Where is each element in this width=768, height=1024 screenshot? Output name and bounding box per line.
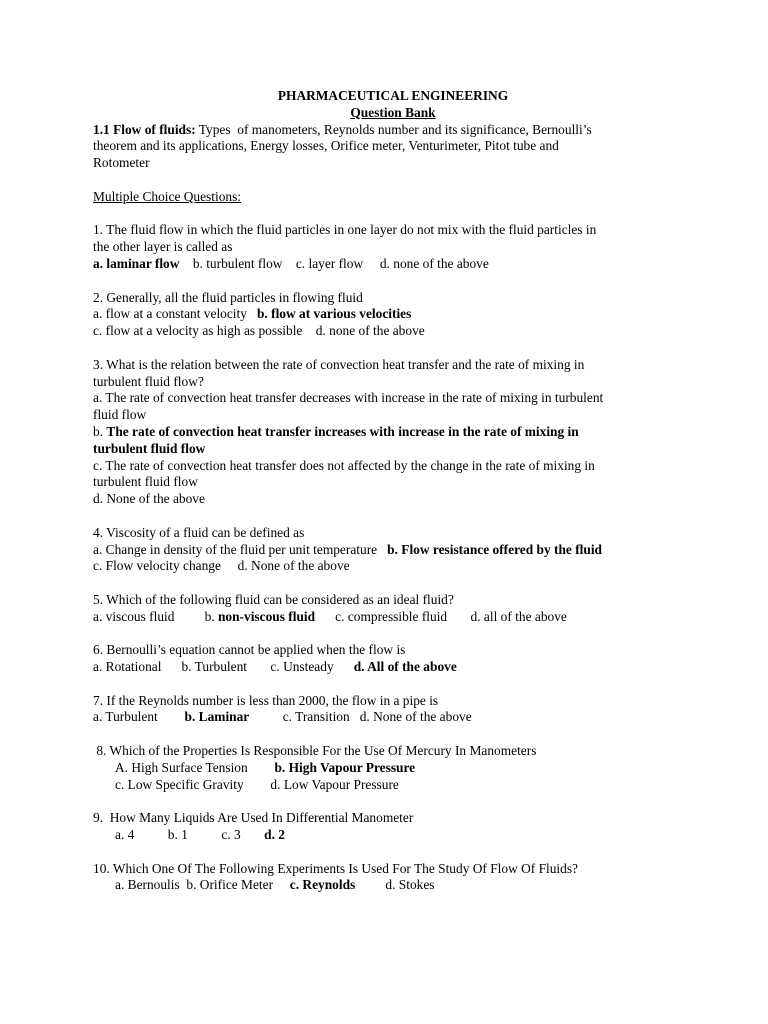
answer-option: c. Transition d. None of the above bbox=[249, 709, 472, 725]
question-10 bbox=[93, 861, 693, 895]
document-subtitle: Question Bank bbox=[350, 104, 436, 120]
answer-option: d. None of the above bbox=[93, 491, 205, 507]
document-page bbox=[93, 88, 693, 894]
answer-option: a. Turbulent bbox=[93, 709, 185, 725]
answer-option: a. Rotational b. Turbulent c. Unsteady bbox=[93, 659, 354, 675]
section-heading: Multiple Choice Questions: bbox=[93, 188, 242, 204]
intro-line-2: theorem and its applications, Energy losses, Orifice meter, Venturimeter, Pitot tube and bbox=[93, 138, 559, 154]
answer-option: a. The rate of convection heat transfer decreases with increase in the rate of mixing in turbulent bbox=[93, 390, 604, 406]
answer-option: a. 4 b. 1 c. 3 bbox=[115, 827, 265, 843]
answer-option: c. Reynolds bbox=[289, 877, 356, 893]
answer-option: turbulent fluid flow bbox=[93, 440, 206, 456]
answer-option: c. The rate of convection heat transfer does not affected by the change in the rate of mixing in bbox=[93, 457, 595, 473]
question-text: the other layer is called as bbox=[93, 239, 233, 255]
question-text: 3. What is the relation between the rate of convection heat transfer and the rate of mixing in bbox=[93, 356, 585, 372]
answer-option: b. Laminar bbox=[184, 709, 250, 725]
question-6 bbox=[93, 642, 693, 676]
question-3 bbox=[93, 357, 693, 508]
question-2 bbox=[93, 290, 693, 340]
question-5 bbox=[93, 592, 693, 626]
answer-option: a. Change in density of the fluid per unit temperature bbox=[93, 541, 388, 557]
document-title: PHARMACEUTICAL ENGINEERING bbox=[277, 88, 509, 103]
intro-line-3: Rotometer bbox=[93, 155, 150, 171]
answer-option: d. All of the above bbox=[353, 659, 457, 675]
question-text: turbulent fluid flow? bbox=[93, 373, 204, 389]
question-7 bbox=[93, 693, 693, 727]
answer-option: a. viscous fluid b. bbox=[93, 608, 218, 624]
answer-option: non-viscous fluid bbox=[217, 608, 316, 624]
answer-option: b. flow at various velocities bbox=[256, 306, 412, 322]
question-text: 2. Generally, all the fluid particles in flowing fluid bbox=[93, 289, 363, 305]
question-text: 4. Viscosity of a fluid can be defined as bbox=[93, 524, 305, 540]
answer-option: a. Bernoulis b. Orifice Meter bbox=[115, 877, 290, 893]
question-1 bbox=[93, 222, 693, 272]
answer-option: c. compressible fluid d. all of the above bbox=[315, 608, 567, 624]
question-4 bbox=[93, 525, 693, 575]
question-8 bbox=[93, 743, 693, 793]
intro-paragraph bbox=[93, 122, 693, 172]
answer-option: b. High Vapour Pressure bbox=[274, 759, 416, 775]
question-text: 9. How Many Liquids Are Used In Differential Manometer bbox=[93, 810, 414, 826]
answer-option: a. flow at a constant velocity bbox=[93, 306, 257, 322]
question-text: 1. The fluid flow in which the fluid particles in one layer do not mix with the fluid particles in bbox=[93, 222, 597, 238]
answer-option: d. 2 bbox=[264, 827, 285, 843]
answer-option: c. Low Specific Gravity d. Low Vapour Pressure bbox=[115, 776, 399, 792]
intro-line-1: Types of manometers, Reynolds number and its significance, Bernoulli’s bbox=[195, 121, 592, 137]
question-text: 5. Which of the following fluid can be considered as an ideal fluid? bbox=[93, 591, 454, 607]
answer-option: c. flow at a velocity as high as possible d. none of the above bbox=[93, 323, 425, 339]
answer-option-label: b. bbox=[93, 423, 107, 439]
intro-label: 1.1 Flow of fluids: bbox=[93, 121, 196, 137]
question-text: 7. If the Reynolds number is less than 2000, the flow in a pipe is bbox=[93, 692, 439, 708]
answer-option: b. Flow resistance offered by the fluid bbox=[387, 541, 602, 557]
question-text: 6. Bernoulli’s equation cannot be applied when the flow is bbox=[93, 642, 406, 658]
question-text: 8. Which of the Properties Is Responsible For the Use Of Mercury In Manometers bbox=[93, 743, 537, 759]
question-9 bbox=[93, 810, 693, 844]
answer-option: The rate of convection heat transfer increases with increase in the rate of mixing in bbox=[106, 423, 579, 439]
answer-option: b. turbulent flow c. layer flow d. none of the above bbox=[179, 255, 489, 271]
answer-option: fluid flow bbox=[93, 407, 147, 423]
answer-option: turbulent fluid flow bbox=[93, 474, 198, 490]
answer-option: a. laminar flow bbox=[93, 255, 180, 271]
answer-option: d. Stokes bbox=[355, 877, 435, 893]
question-text: 10. Which One Of The Following Experiments Is Used For The Study Of Flow Of Fluids? bbox=[93, 860, 579, 876]
answer-option: c. Flow velocity change d. None of the above bbox=[93, 558, 350, 574]
answer-option: A. High Surface Tension bbox=[115, 759, 275, 775]
